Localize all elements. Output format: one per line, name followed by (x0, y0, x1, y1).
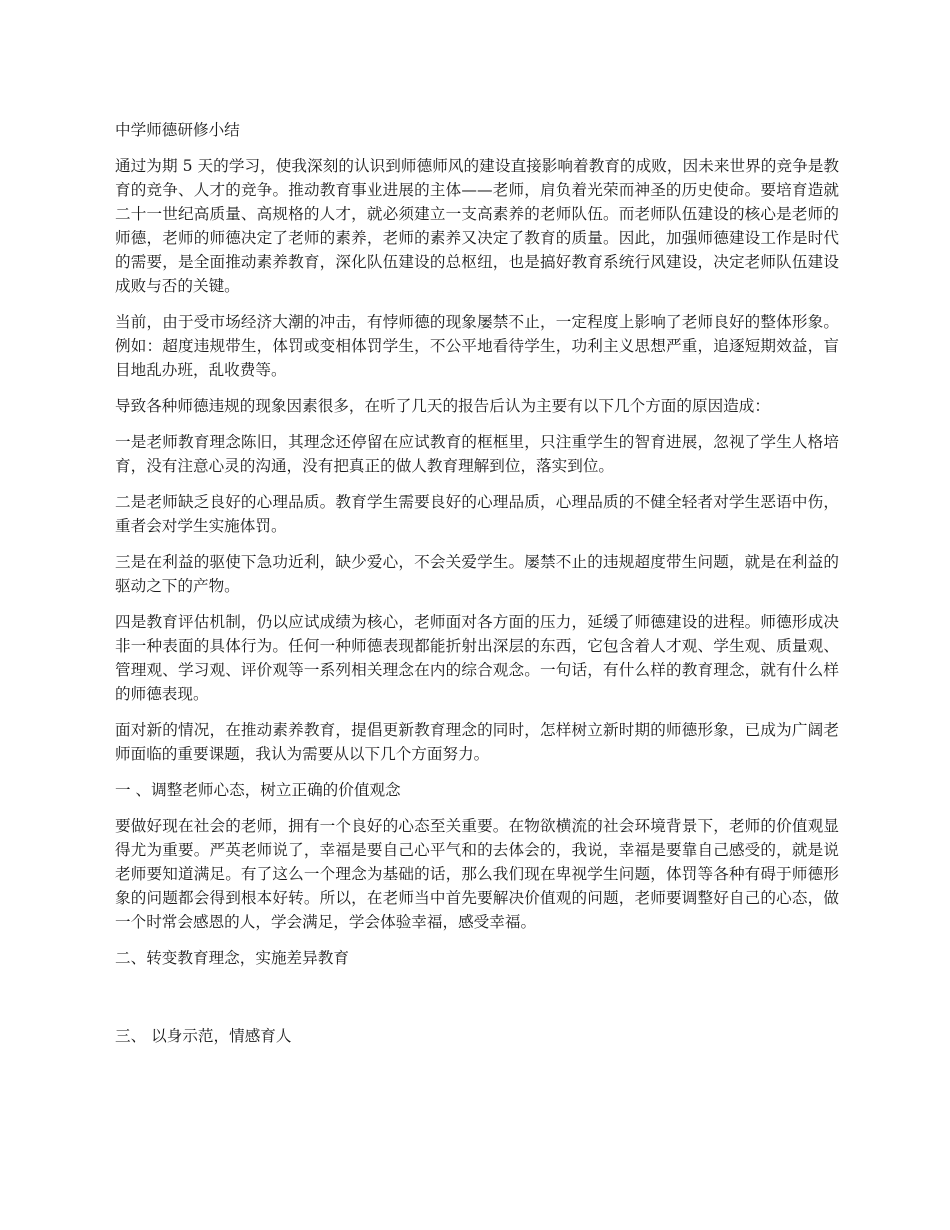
paragraph-cause-three: 三是在利益的驱使下急功近利，缺少爱心，不会关爱学生。屡禁不止的违规超度带生问题，就是在利益的驱动之下的产物。 (115, 553, 839, 595)
section-heading-two: 二、转变教育理念，实施差异教育 (115, 949, 349, 967)
paragraph-cause-one: 一是老师教育理念陈旧，其理念还停留在应试教育的框框里，只注重学生的智育进展，忽视了学生人格培育，没有注意心灵的沟通，没有把真正的做人教育理解到位，落实到位。 (115, 433, 839, 475)
paragraph-new-situation: 面对新的情况，在推动素养教育，提倡更新教育理念的同时，怎样树立新时期的师德形象，已成为广阔老师面临的重要课题，我认为需要从以下几个方面努力。 (115, 721, 839, 763)
paragraph-section-one: 要做好现在社会的老师，拥有一个良好的心态至关重要。在物欲横流的社会环境背景下，老师的价值观显得尤为重要。严英老师说了，幸福是要自己心平气和的去体会的，我说，幸福是要靠自己感受的，就是说老师要知道满足。有了这么一个理念为基础的话，那么我们现在卑视学生问题，体罚等各种有碍于师德形象的问题都会得到根本好转。所以，在老师当中首先要解决价值观的问题，老师要调整好自己的心态，做一个时常会感恩的人，学会满足，学会体验幸福，感受幸福。 (115, 817, 839, 931)
document-page (115, 118, 839, 1060)
paragraph-cause-four: 四是教育评估机制，仍以应试成绩为核心，老师面对各方面的压力，延缓了师德建设的进程。师德形成决非一种表面的具体行为。任何一种师德表现都能折射出深层的东西，它包含着人才观、学生观、质量观、管理观、学习观、评价观等一系列相关理念在内的综合观念。一句话，有什么样的教育理念，就有什么样的师德表现。 (115, 613, 839, 703)
section-heading-one: 一 、调整老师心态，树立正确的价值观念 (115, 781, 401, 799)
document-title: 中学师德研修小结 (115, 121, 240, 139)
paragraph-intro: 通过为期 5 天的学习，使我深刻的认识到师德师风的建设直接影响着教育的成败，因未来世界的竞争是教育的竞争、人才的竞争。推动教育事业进展的主体——老师，肩负着光荣而神圣的历史使命。要培育造就二十一世纪高质量、高规格的人才，就必须建立一支高素养的老师队伍。而老师队伍建设的核心是老师的师德，老师的师德决定了老师的素养，老师的素养又决定了教育的质量。因此，加强师德建设工作是时代的需要，是全面推动素养教育，深化队伍建设的总枢纽，也是搞好教育系统行风建设，决定老师队伍建设成败与否的关键。 (115, 157, 839, 295)
paragraph-current-situation: 当前，由于受市场经济大潮的冲击，有悖师德的现象屡禁不止，一定程度上影响了老师良好的整体形象。例如：超度违规带生，体罚或变相体罚学生，不公平地看待学生，功利主义思想严重，追逐短期效益，盲目地乱办班，乱收费等。 (115, 313, 839, 379)
paragraph-cause-two: 二是老师缺乏良好的心理品质。教育学生需要良好的心理品质，心理品质的不健全轻者对学生恶语中伤，重者会对学生实施体罚。 (115, 493, 839, 535)
paragraph-causes-intro: 导致各种师德违规的现象因素很多，在听了几天的报告后认为主要有以下几个方面的原因造成： (115, 397, 770, 415)
section-heading-three: 三、 以身示范，情感育人 (115, 1027, 292, 1045)
